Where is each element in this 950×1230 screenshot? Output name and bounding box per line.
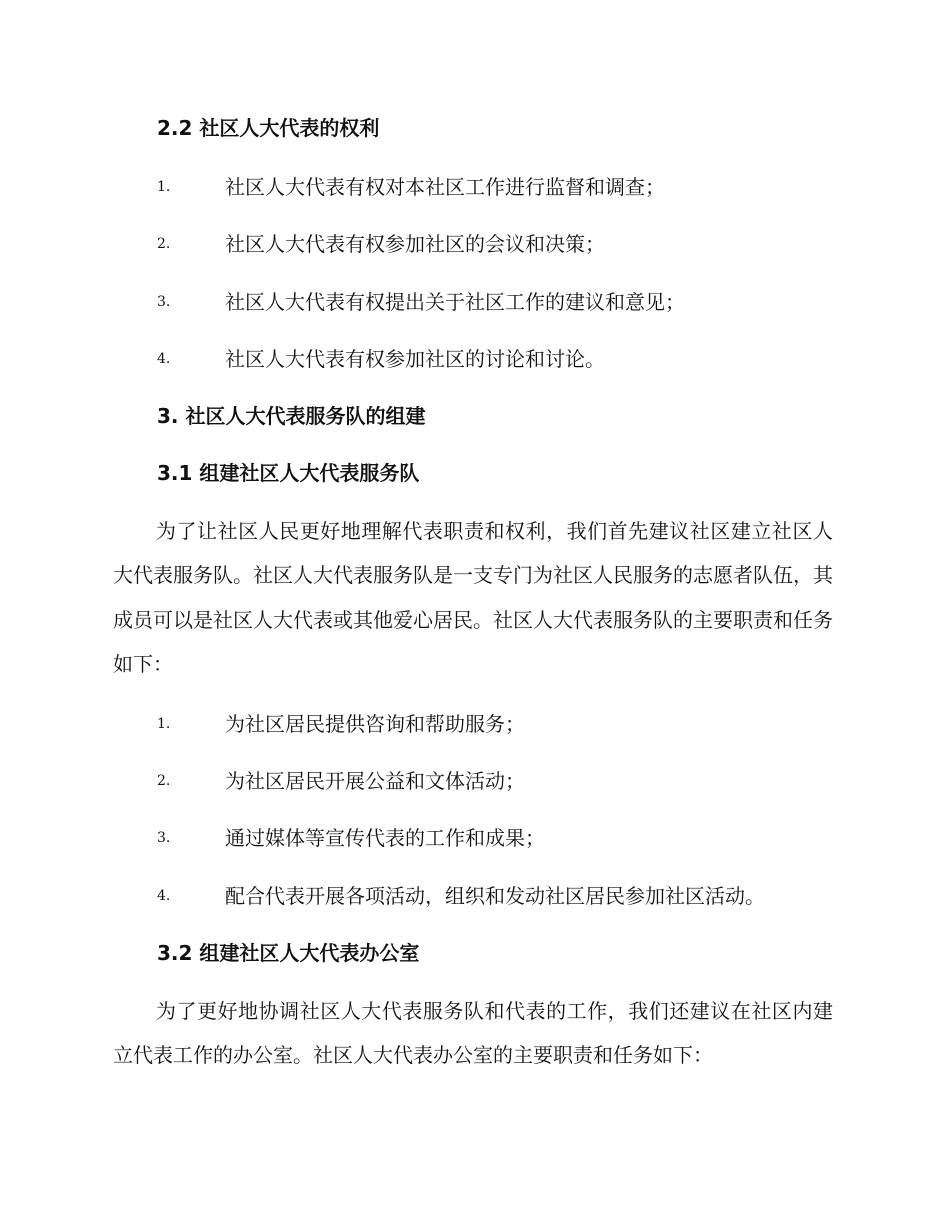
list-text: 为社区居民开展公益和文体活动； [225,769,525,793]
list-text: 社区人大代表有权参加社区的讨论和讨论。 [225,347,605,371]
list-number: 2. [157,236,171,252]
section-heading: 3. 社区人大代表服务队的组建 [157,404,426,428]
list-text: 通过媒体等宣传代表的工作和成果； [225,826,545,850]
section-heading: 3.1 组建社区人大代表服务队 [157,461,420,485]
list-number: 4. [157,888,171,904]
list-number: 1. [157,716,171,732]
list-number: 1. [157,179,171,195]
list-text: 社区人大代表有权对本社区工作进行监督和调查； [225,175,665,199]
section-heading: 2.2 社区人大代表的权利 [157,116,380,140]
body-paragraph: 为了让社区人民更好地理解代表职责和权利，我们首先建议社区建立社区人大代表服务队。社区人大代表服务队是一支专门为社区人民服务的志愿者队伍，其成员可以是社区人大代表或其他爱心居民。社区人大代表服务队的主要职责和任务如下： [113,519,833,676]
list-number: 3. [157,294,171,310]
list-text: 社区人大代表有权提出关于社区工作的建议和意见； [225,290,685,314]
list-text: 为社区居民提供咨询和帮助服务； [225,712,525,736]
list-text: 配合代表开展各项活动，组织和发动社区居民参加社区活动。 [225,884,765,908]
list-number: 3. [157,830,171,846]
body-paragraph: 为了更好地协调社区人大代表服务队和代表的工作，我们还建议在社区内建立代表工作的办公室。社区人大代表办公室的主要职责和任务如下： [113,999,833,1068]
list-number: 4. [157,351,171,367]
section-heading: 3.2 组建社区人大代表办公室 [157,941,420,965]
list-number: 2. [157,773,171,789]
list-text: 社区人大代表有权参加社区的会议和决策； [225,232,605,256]
